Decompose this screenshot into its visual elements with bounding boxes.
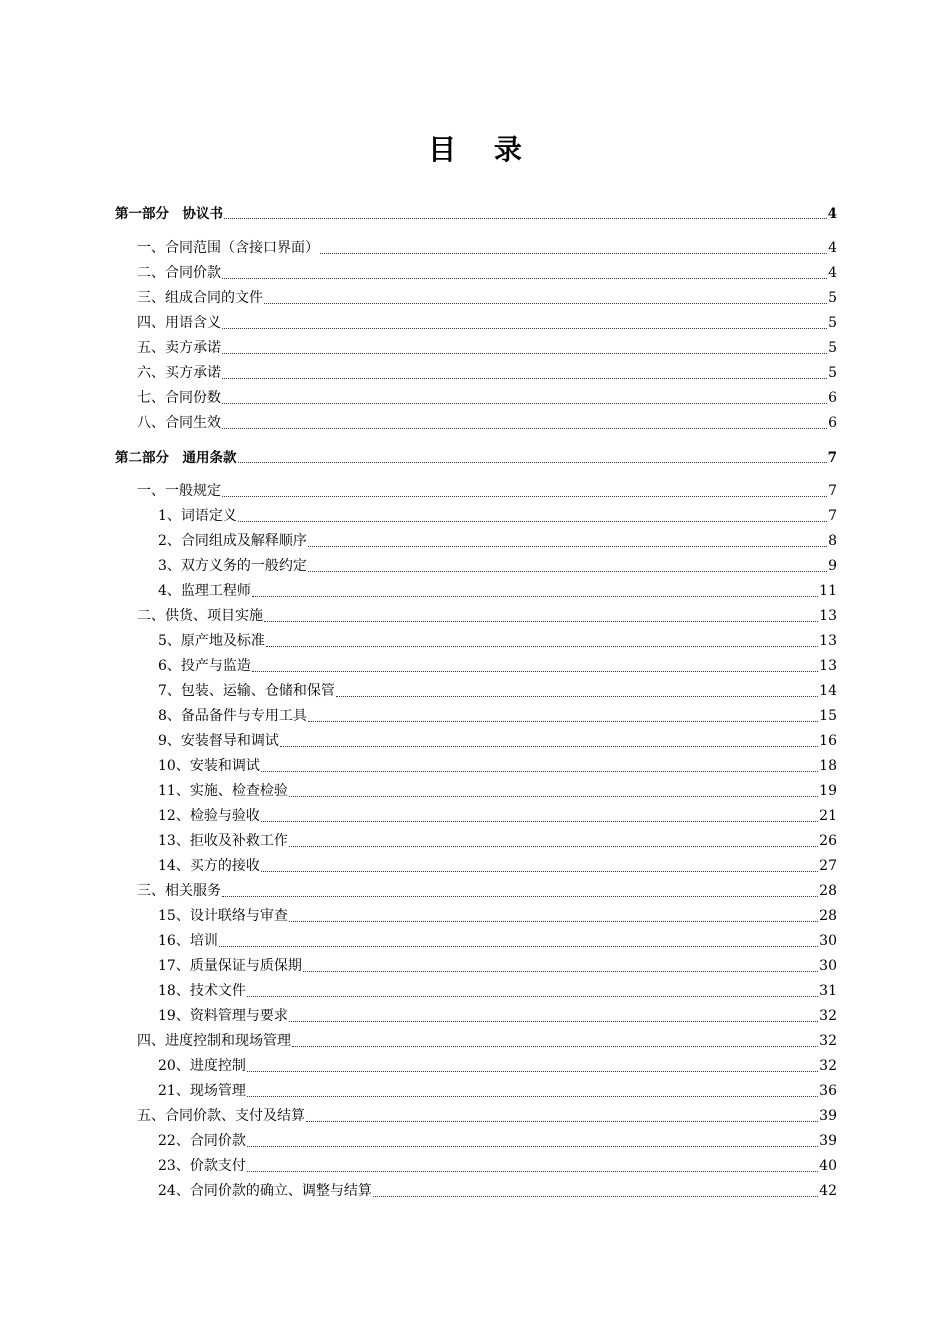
toc-leader-dots xyxy=(247,1171,818,1172)
toc-leader-dots xyxy=(320,253,827,254)
toc-entry-label: 四、用语含义 xyxy=(137,315,221,331)
toc-entry[interactable] xyxy=(115,286,837,311)
toc-page-number: 28 xyxy=(819,883,837,899)
toc-page-number: 15 xyxy=(819,708,837,724)
toc-page-number: 13 xyxy=(819,658,837,674)
toc-page-number: 28 xyxy=(819,908,837,924)
toc-entry-label: 24、合同价款的确立、调整与结算 xyxy=(158,1183,372,1199)
toc-page-number: 13 xyxy=(819,608,837,624)
toc-leader-dots xyxy=(222,496,827,497)
toc-entry-label: 七、合同份数 xyxy=(137,390,221,406)
toc-leader-dots xyxy=(247,1096,818,1097)
toc-page-number: 9 xyxy=(828,558,837,574)
toc-entry[interactable] xyxy=(115,904,837,929)
toc-part-entry[interactable] xyxy=(115,446,837,470)
toc-entry-label: 六、买方承诺 xyxy=(137,365,221,381)
toc-leader-dots xyxy=(238,462,827,463)
toc-entry-label: 15、设计联络与审查 xyxy=(158,908,288,924)
toc-entry-label: 三、组成合同的文件 xyxy=(137,290,263,306)
toc-entry-label: 8、备品备件与专用工具 xyxy=(158,708,307,724)
toc-leader-dots xyxy=(222,403,827,404)
toc-entry[interactable] xyxy=(115,386,837,411)
toc-leader-dots xyxy=(238,521,827,522)
toc-page-number: 6 xyxy=(828,415,837,431)
toc-entry-label: 一、一般规定 xyxy=(137,483,221,499)
toc-leader-dots xyxy=(289,921,818,922)
toc-entry[interactable] xyxy=(115,629,837,654)
toc-page-number: 7 xyxy=(828,508,837,524)
toc-page-number: 5 xyxy=(828,340,837,356)
toc-page-number: 26 xyxy=(819,833,837,849)
toc-page-number: 4 xyxy=(828,240,837,256)
toc-leader-dots xyxy=(264,303,827,304)
toc-entry-label: 20、进度控制 xyxy=(158,1058,246,1074)
toc-entry[interactable] xyxy=(115,729,837,754)
toc-page-number: 16 xyxy=(819,733,837,749)
toc-leader-dots xyxy=(289,846,818,847)
toc-entry[interactable] xyxy=(115,979,837,1004)
toc-entry-label: 17、质量保证与质保期 xyxy=(158,958,302,974)
toc-entry-label: 4、监理工程师 xyxy=(158,583,251,599)
toc-entry-label: 二、合同价款 xyxy=(137,265,221,281)
toc-leader-dots xyxy=(261,771,818,772)
toc-entry-label: 二、供货、项目实施 xyxy=(137,608,263,624)
toc-leader-dots xyxy=(219,946,818,947)
toc-page-number: 7 xyxy=(827,450,837,466)
toc-leader-dots xyxy=(222,328,827,329)
toc-page-number: 32 xyxy=(819,1033,837,1049)
toc-entry-label: 11、实施、检查检验 xyxy=(158,783,288,799)
toc-page-number: 18 xyxy=(819,758,837,774)
toc-leader-dots xyxy=(306,1121,818,1122)
toc-entry-label: 13、拒收及补救工作 xyxy=(158,833,288,849)
toc-entry[interactable] xyxy=(115,579,837,604)
toc-entry[interactable] xyxy=(115,1179,837,1204)
toc-entry[interactable] xyxy=(115,1129,837,1154)
toc-leader-dots xyxy=(308,546,827,547)
toc-page-number: 4 xyxy=(828,265,837,281)
toc-page-number: 30 xyxy=(819,958,837,974)
toc-page-number: 40 xyxy=(819,1158,837,1174)
toc-entry[interactable] xyxy=(115,704,837,729)
toc-page-number: 5 xyxy=(828,365,837,381)
toc-entry-label: 第二部分 通用条款 xyxy=(115,450,237,466)
toc-leader-dots xyxy=(266,646,818,647)
toc-leader-dots xyxy=(308,571,827,572)
toc-entry[interactable] xyxy=(115,879,837,904)
toc-leader-dots xyxy=(280,746,818,747)
toc-entry-label: 五、合同价款、支付及结算 xyxy=(137,1108,305,1124)
toc-entry[interactable] xyxy=(115,804,837,829)
toc-page-number: 13 xyxy=(819,633,837,649)
toc-leader-dots xyxy=(261,871,818,872)
toc-entry-label: 21、现场管理 xyxy=(158,1083,246,1099)
toc-entry-label: 四、进度控制和现场管理 xyxy=(137,1033,291,1049)
toc-entry[interactable] xyxy=(115,1079,837,1104)
toc-entry-label: 22、合同价款 xyxy=(158,1133,246,1149)
toc-entry-label: 三、相关服务 xyxy=(137,883,221,899)
toc-page-number: 30 xyxy=(819,933,837,949)
toc-leader-dots xyxy=(247,996,818,997)
toc-entry-label: 19、资料管理与要求 xyxy=(158,1008,288,1024)
toc-leader-dots xyxy=(222,896,818,897)
toc-leader-dots xyxy=(247,1071,818,1072)
toc-page-number: 42 xyxy=(819,1183,837,1199)
toc-part-entry[interactable] xyxy=(115,202,837,226)
toc-leader-dots xyxy=(289,796,818,797)
toc-entry[interactable] xyxy=(115,554,837,579)
toc-leader-dots xyxy=(247,1146,818,1147)
toc-entry-label: 八、合同生效 xyxy=(137,415,221,431)
toc-entry-label: 23、价款支付 xyxy=(158,1158,246,1174)
toc-entry-label: 9、安装督导和调试 xyxy=(158,733,279,749)
toc-page-number: 8 xyxy=(828,533,837,549)
toc-page-number: 14 xyxy=(819,683,837,699)
toc-entry-label: 3、双方义务的一般约定 xyxy=(158,558,307,574)
toc-leader-dots xyxy=(252,671,818,672)
toc-entry[interactable] xyxy=(115,1154,837,1179)
toc-entry-label: 12、检验与验收 xyxy=(158,808,260,824)
toc-entry[interactable] xyxy=(115,411,837,436)
toc-leader-dots xyxy=(224,218,827,219)
toc-entry[interactable] xyxy=(115,504,837,529)
toc-entry-label: 10、安装和调试 xyxy=(158,758,260,774)
toc-entry-label: 14、买方的接收 xyxy=(158,858,260,874)
toc-entry[interactable] xyxy=(115,854,837,879)
toc-entry-label: 16、培训 xyxy=(158,933,218,949)
toc-page-number: 32 xyxy=(819,1008,837,1024)
toc-entry-label: 7、包装、运输、仓储和保管 xyxy=(158,683,335,699)
toc-entry[interactable] xyxy=(115,479,837,504)
toc-page-number: 36 xyxy=(819,1083,837,1099)
toc-leader-dots xyxy=(252,596,818,597)
toc-entry[interactable] xyxy=(115,1029,837,1054)
toc-page-number: 11 xyxy=(819,583,837,599)
toc-page-number: 5 xyxy=(828,290,837,306)
toc-page-number: 39 xyxy=(819,1108,837,1124)
page-title: 目 录 xyxy=(428,133,536,166)
toc-entry[interactable] xyxy=(115,1104,837,1129)
toc-leader-dots xyxy=(289,1021,818,1022)
toc-page-number: 31 xyxy=(819,983,837,999)
toc-entry-label: 1、词语定义 xyxy=(158,508,237,524)
toc-leader-dots xyxy=(222,428,827,429)
toc-leader-dots xyxy=(222,278,827,279)
toc-entry-label: 一、合同范围（含接口界面） xyxy=(137,240,319,256)
toc-leader-dots xyxy=(222,378,827,379)
toc-page-number: 7 xyxy=(828,483,837,499)
toc-entry[interactable] xyxy=(115,236,837,261)
toc-entry[interactable] xyxy=(115,929,837,954)
toc-entry[interactable] xyxy=(115,311,837,336)
toc-entry[interactable] xyxy=(115,679,837,704)
toc-page-number: 5 xyxy=(828,315,837,331)
table-of-contents xyxy=(115,200,837,1204)
toc-leader-dots xyxy=(264,621,818,622)
toc-page-number: 32 xyxy=(819,1058,837,1074)
toc-entry[interactable] xyxy=(115,829,837,854)
toc-leader-dots xyxy=(336,696,818,697)
toc-page-number: 21 xyxy=(819,808,837,824)
toc-page-number: 19 xyxy=(819,783,837,799)
toc-entry-label: 5、原产地及标准 xyxy=(158,633,265,649)
toc-entry[interactable] xyxy=(115,261,837,286)
toc-leader-dots xyxy=(308,721,818,722)
toc-entry[interactable] xyxy=(115,361,837,386)
toc-entry-label: 五、卖方承诺 xyxy=(137,340,221,356)
toc-entry[interactable] xyxy=(115,529,837,554)
toc-page-number: 27 xyxy=(819,858,837,874)
toc-entry[interactable] xyxy=(115,754,837,779)
toc-entry[interactable] xyxy=(115,654,837,679)
toc-leader-dots xyxy=(373,1196,818,1197)
toc-entry[interactable] xyxy=(115,1004,837,1029)
toc-entry[interactable] xyxy=(115,336,837,361)
toc-entry-label: 6、投产与监造 xyxy=(158,658,251,674)
toc-page-number: 4 xyxy=(827,206,837,222)
toc-entry-label: 2、合同组成及解释顺序 xyxy=(158,533,307,549)
toc-entry-label: 18、技术文件 xyxy=(158,983,246,999)
toc-leader-dots xyxy=(261,821,818,822)
toc-entry[interactable] xyxy=(115,604,837,629)
toc-entry[interactable] xyxy=(115,1054,837,1079)
toc-page-number: 39 xyxy=(819,1133,837,1149)
toc-entry[interactable] xyxy=(115,779,837,804)
toc-page-number: 6 xyxy=(828,390,837,406)
toc-leader-dots xyxy=(292,1046,818,1047)
toc-entry[interactable] xyxy=(115,954,837,979)
toc-leader-dots xyxy=(303,971,818,972)
toc-leader-dots xyxy=(222,353,827,354)
toc-entry-label: 第一部分 协议书 xyxy=(115,206,223,222)
